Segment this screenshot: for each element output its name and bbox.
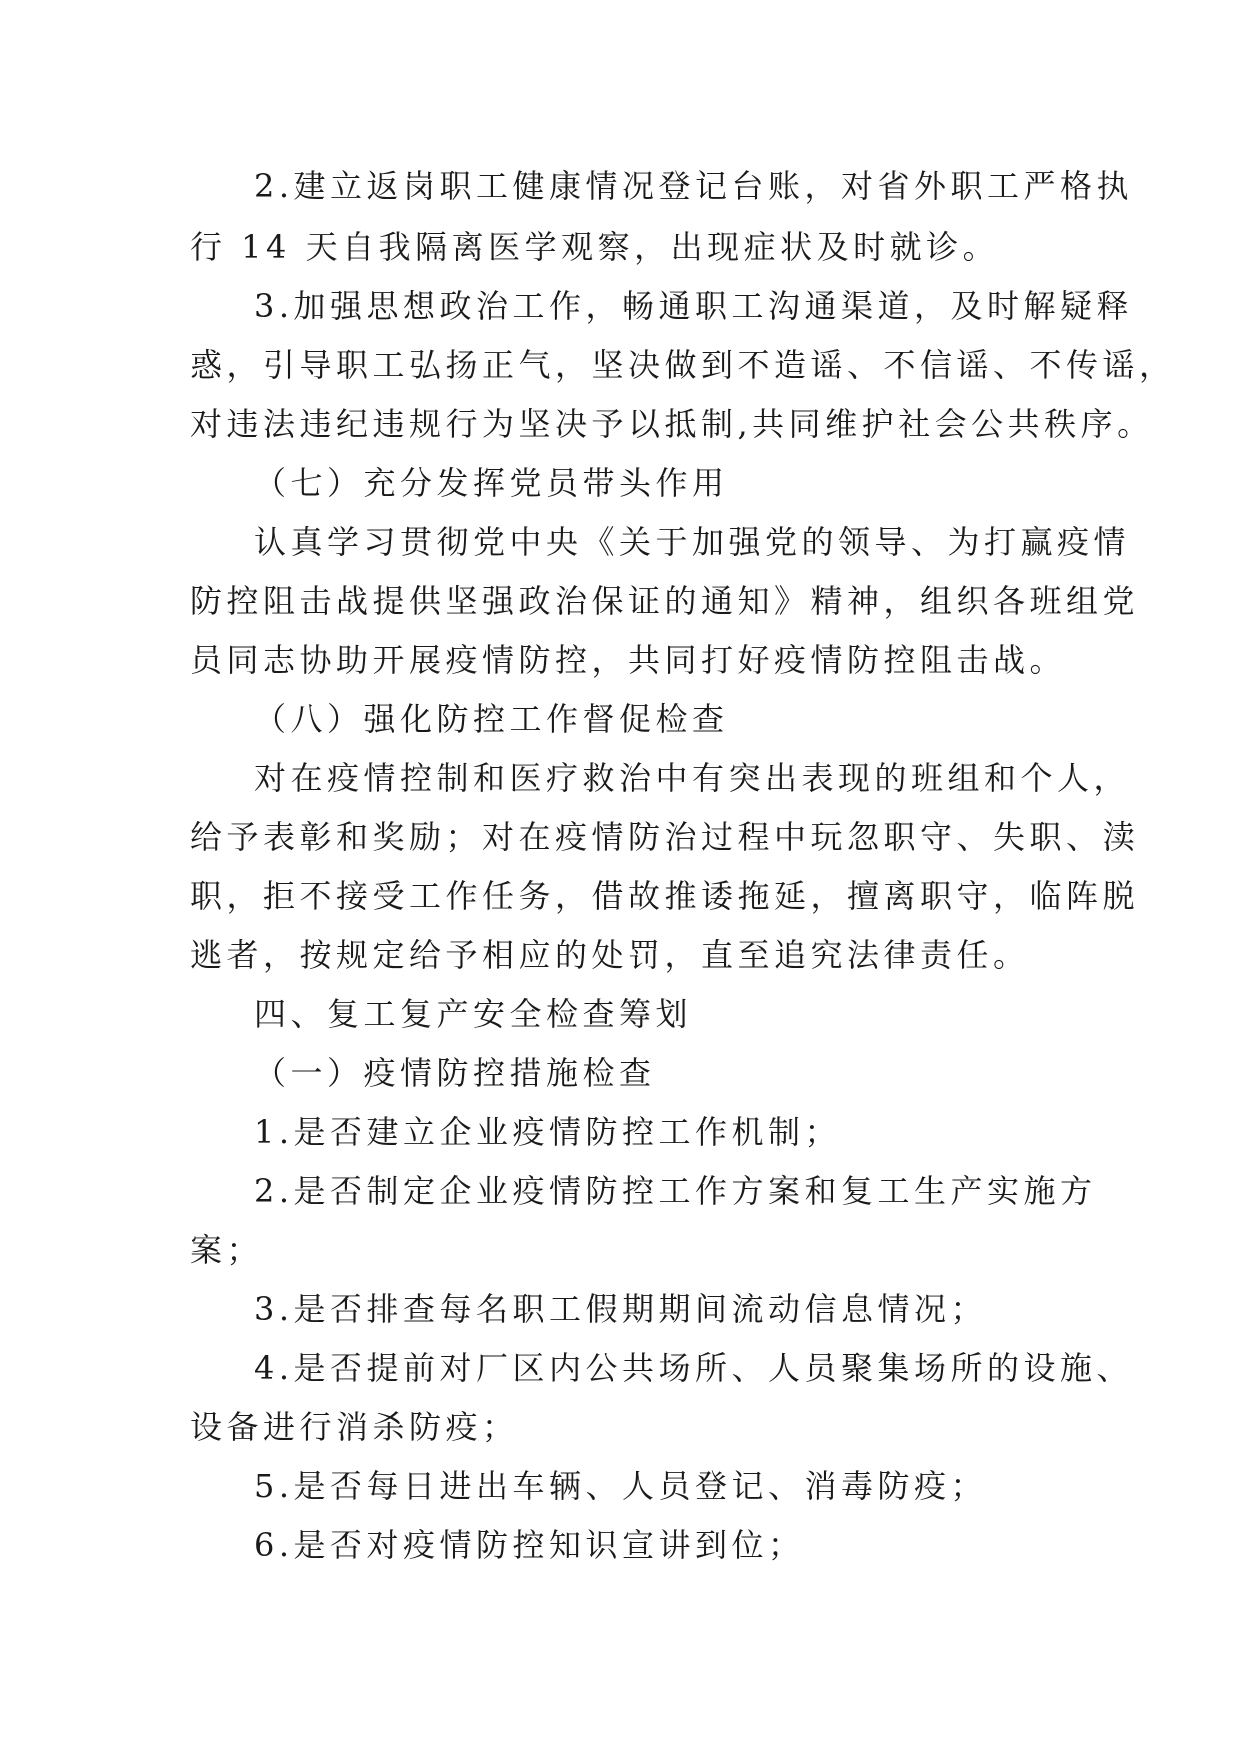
paragraph-3-line-1: 3.加强思想政治工作，畅通职工沟通渠道，及时解疑释 — [254, 287, 1134, 325]
check-item-3: 3.是否排查每名职工假期期间流动信息情况； — [254, 1290, 988, 1328]
check-item-5: 5.是否每日进出车辆、人员登记、消毒防疫； — [254, 1467, 988, 1505]
check-item-2-line-2: 案； — [190, 1231, 264, 1269]
section-heading-7: （七）充分发挥党员带头作用 — [254, 464, 729, 502]
paragraph-3-line-3: 对违法违纪违规行为坚决予以抵制,共同维护社会公共秩序。 — [190, 405, 1154, 443]
section-8-line-1: 对在疫情控制和医疗救治中有突出表现的班组和个人， — [254, 759, 1131, 797]
check-item-6: 6.是否对疫情防控知识宣讲到位； — [254, 1526, 805, 1564]
chapter-heading-4: 四、复工复产安全检查筹划 — [254, 995, 693, 1033]
section-7-line-3: 员同志协助开展疫情防控，共同打好疫情防控阻击战。 — [190, 641, 1067, 679]
paragraph-2-line-1: 2.建立返岗职工健康情况登记台账，对省外职工严格执 — [254, 167, 1134, 205]
check-item-4-line-1: 4.是否提前对厂区内公共场所、人员聚集场所的设施、 — [254, 1349, 1134, 1387]
check-item-2-line-1: 2.是否制定企业疫情防控工作方案和复工生产实施方 — [254, 1172, 1097, 1210]
section-7-line-1: 认真学习贯彻党中央《关于加强党的领导、为打赢疫情 — [254, 523, 1131, 561]
section-7-line-2: 防控阻击战提供坚强政治保证的通知》精神，组织各班组党 — [190, 582, 1140, 620]
paragraph-2-line-2: 行 14 天自我隔离医学观察，出现症状及时就诊。 — [190, 228, 1000, 266]
check-item-4-line-2: 设备进行消杀防疫； — [190, 1408, 519, 1446]
section-8-line-4: 逃者，按规定给予相应的处罚，直至追究法律责任。 — [190, 936, 1030, 974]
section-heading-1: （一）疫情防控措施检查 — [254, 1054, 656, 1092]
paragraph-3-line-2: 惑，引导职工弘扬正气，坚决做到不造谣、不信谣、不传谣， — [190, 346, 1176, 384]
section-8-line-2: 给予表彰和奖励；对在疫情防治过程中玩忽职守、失职、渎 — [190, 818, 1140, 856]
section-heading-8: （八）强化防控工作督促检查 — [254, 700, 729, 738]
check-item-1: 1.是否建立企业疫情防控工作机制； — [254, 1113, 842, 1151]
section-8-line-3: 职，拒不接受工作任务，借故推诿拖延，擅离职守，临阵脱 — [190, 877, 1140, 915]
